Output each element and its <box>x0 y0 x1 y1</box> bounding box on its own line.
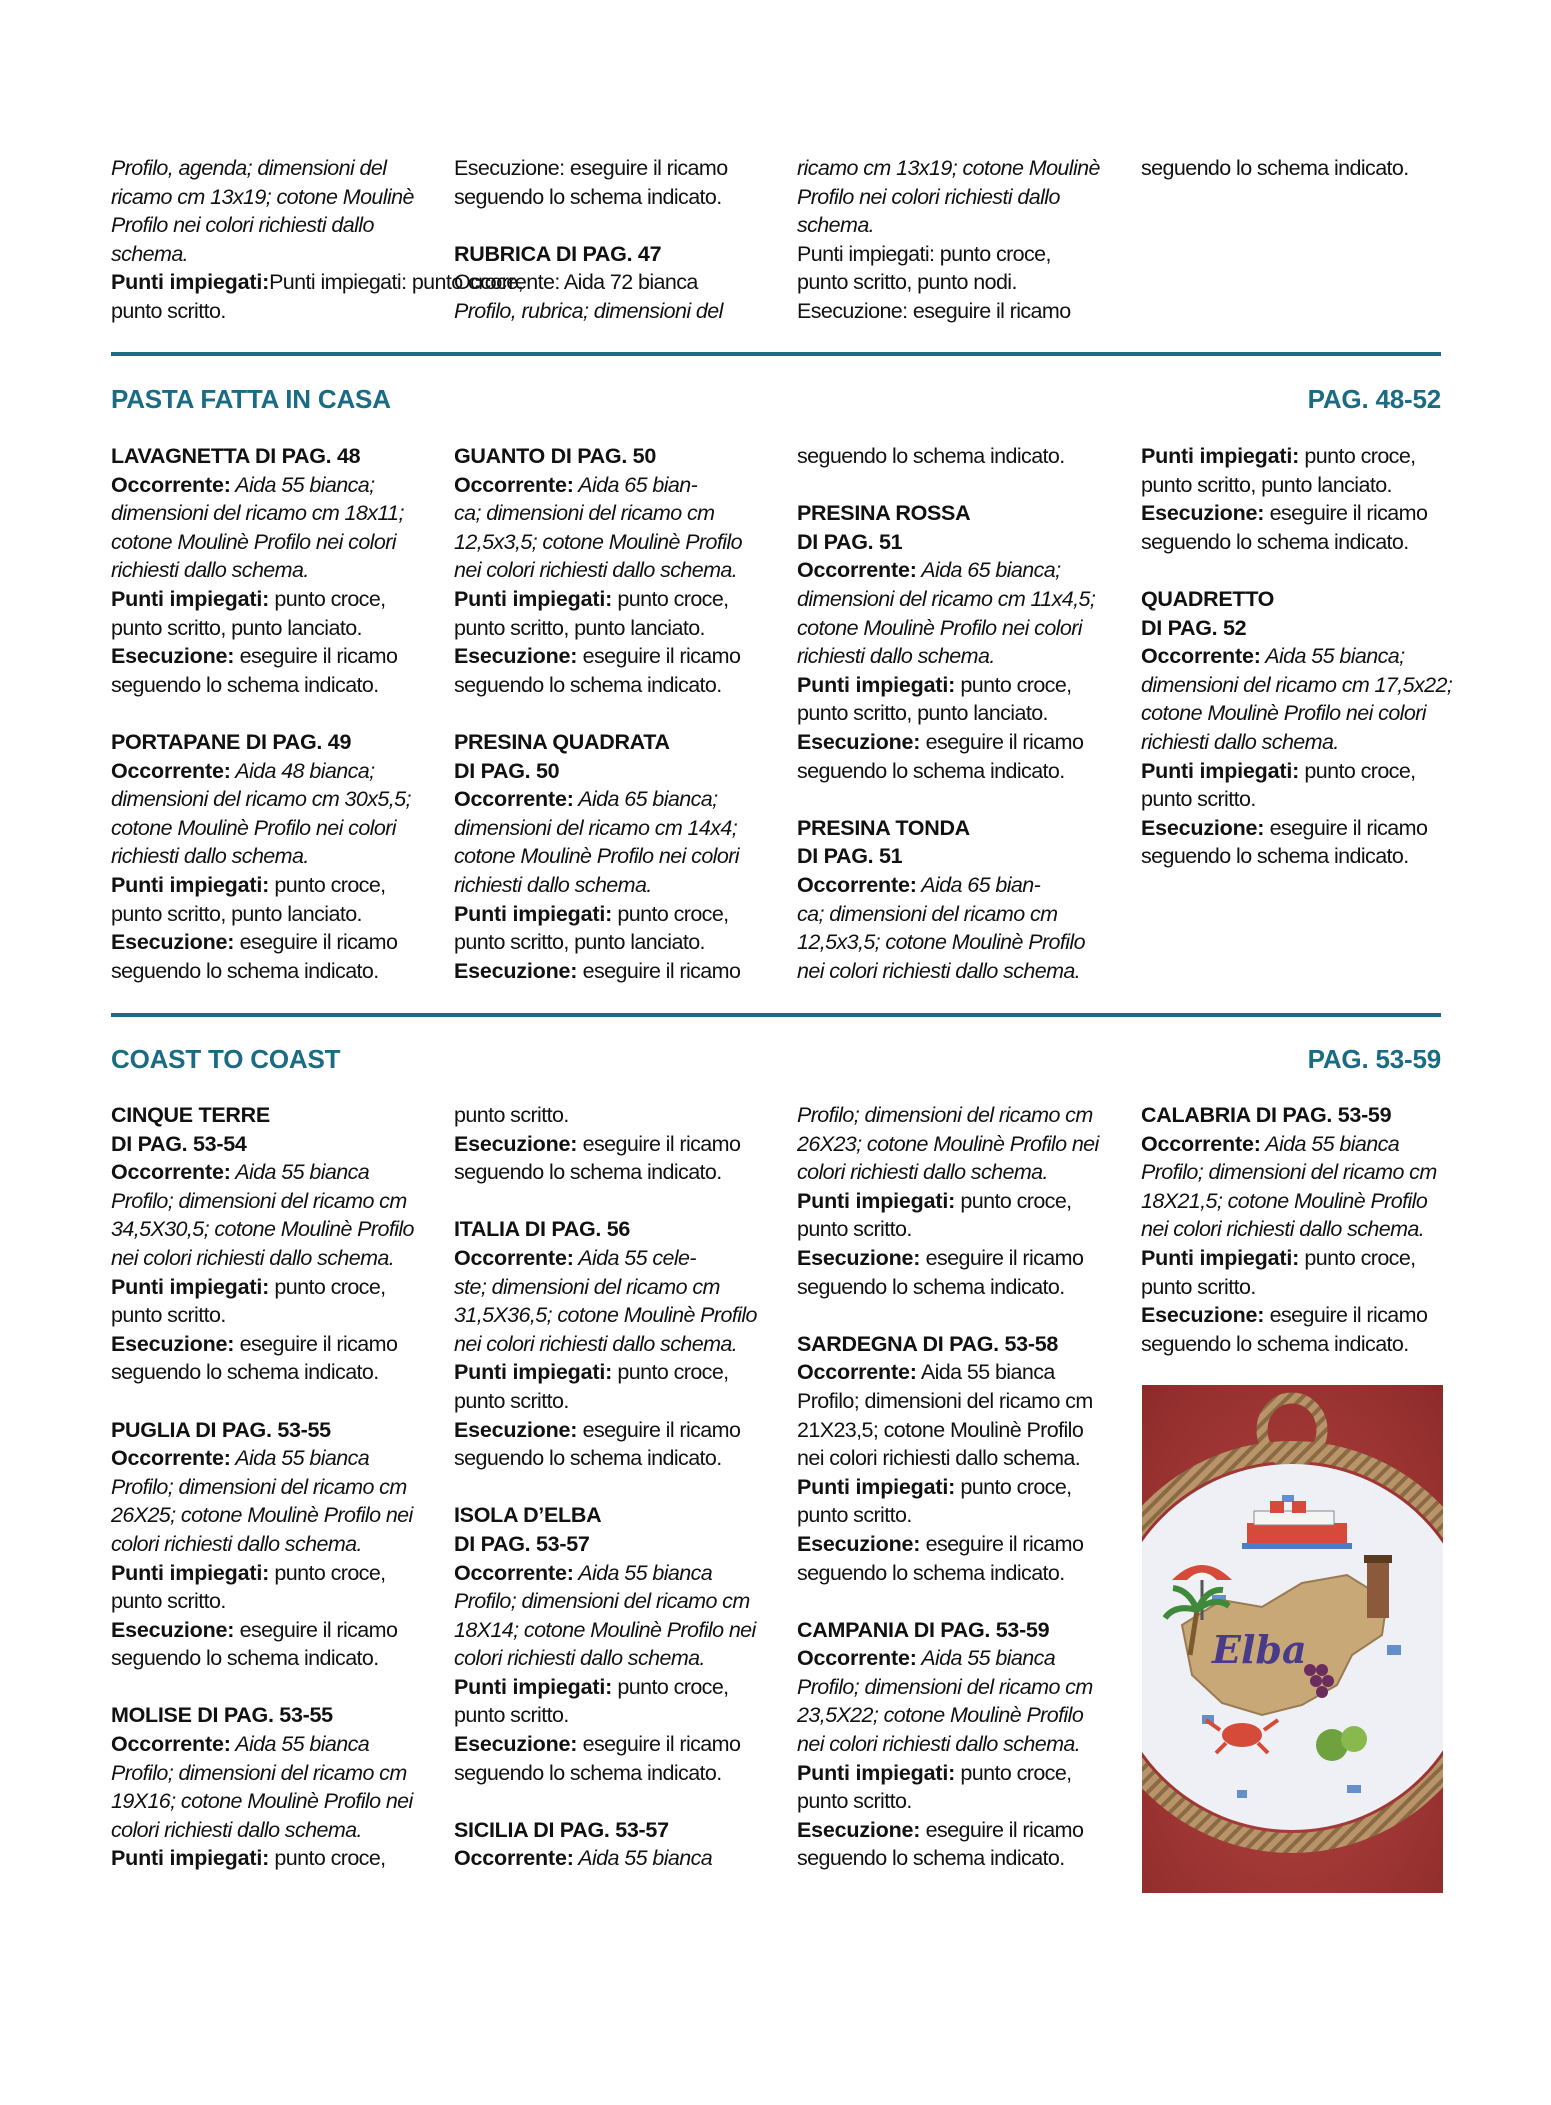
text-line: punto scritto, punto lanciato. <box>454 615 705 640</box>
text-fragment: eseguire il ricamo <box>234 1331 398 1356</box>
text-line: colori richiesti dallo schema. <box>111 1817 362 1842</box>
text-line: Profilo nei colori richiesti dallo <box>797 184 1060 209</box>
text-fragment: Aida 55 bianca <box>230 1446 370 1471</box>
text-line: seguendo lo schema indicato. <box>454 1160 722 1185</box>
text-fragment: eseguire il ricamo <box>234 1617 398 1642</box>
text-fragment: eseguire il ricamo <box>1264 815 1428 840</box>
text-fragment: punto croce, <box>612 1674 729 1699</box>
text-line: punto scritto. <box>111 298 226 323</box>
text-line <box>111 757 416 786</box>
text-line: Profilo; dimensioni del ricamo cm <box>797 1103 1093 1127</box>
text-line: 12,5x3,5; cotone Moulinè Profilo <box>454 529 742 554</box>
text-line <box>797 1473 1102 1502</box>
occorrente-label: Occorrente: <box>111 472 231 497</box>
text-line: Profilo; dimensioni del ricamo cm <box>797 1674 1093 1699</box>
text-line: punto scritto, punto lanciato. <box>797 701 1048 726</box>
text-line: dimensioni del ricamo cm 30x5,5; <box>111 787 411 812</box>
text-line <box>797 1759 1102 1788</box>
text-line: punto scritto. <box>454 1388 569 1413</box>
text-line: 18X14; cotone Moulinè Profilo nei <box>454 1617 756 1642</box>
text-line: Punti impiegati: punto croce, <box>797 241 1051 266</box>
text-fragment: Aida 55 bianca <box>1260 1131 1400 1156</box>
punti-label: Punti impiegati: <box>111 586 270 611</box>
entry-title: DI PAG. 53-57 <box>454 1531 590 1556</box>
occorrente-label: Occorrente: <box>111 1732 231 1757</box>
text-fragment: eseguire il ricamo <box>920 729 1084 754</box>
text-line: seguendo lo schema indicato. <box>1141 1331 1409 1356</box>
text-line: nei colori richiesti dallo schema. <box>797 958 1081 983</box>
text-line: Profilo nei colori richiesti dallo <box>111 213 374 238</box>
text-line <box>797 728 1102 757</box>
occorrente-label: Occorrente: <box>797 1646 917 1671</box>
punti-label: Punti impiegati: <box>1141 444 1300 468</box>
text-line: nei colori richiesti dallo schema. <box>111 1245 395 1270</box>
text-line: dimensioni del ricamo cm 18x11; <box>111 501 404 526</box>
text-line: schema. <box>797 213 875 238</box>
text-line: cotone Moulinè Profilo nei colori <box>111 529 396 554</box>
text-line: seguendo lo schema indicato. <box>454 1760 722 1785</box>
text-fragment: punto croce, <box>955 1188 1072 1213</box>
text-fragment: Aida 55 bianca <box>573 1846 713 1871</box>
text-fragment: eseguire il ricamo <box>577 644 741 669</box>
text-line: Profilo; dimensioni del ricamo cm <box>454 1589 750 1614</box>
occorrente-label: Occorrente: <box>1141 1131 1261 1156</box>
esecuzione-label: Esecuzione: <box>454 1417 578 1442</box>
text-line: cotone Moulinè Profilo nei colori <box>111 815 396 840</box>
text-fragment: eseguire il ricamo <box>577 1131 741 1156</box>
text-line <box>1141 814 1446 843</box>
text-fragment: eseguire il ricamo <box>920 1817 1084 1842</box>
text-line <box>454 471 759 500</box>
punti-label: Punti impiegati: <box>797 1474 956 1499</box>
text-fragment: eseguire il ricamo <box>234 930 398 955</box>
text-line: punto scritto. <box>1141 1274 1256 1299</box>
text-line: richiesti dallo schema. <box>111 844 309 869</box>
text-line: seguendo lo schema indicato. <box>1141 844 1409 869</box>
photo-caption: Elba <box>1212 1627 1307 1672</box>
text-fragment: punto croce, <box>955 1474 1072 1499</box>
text-line <box>454 785 759 814</box>
section-divider <box>111 352 1441 356</box>
text-line <box>797 671 1102 700</box>
text-fragment: Punti impiegati: punto croce, <box>269 270 523 295</box>
section2-column-4 <box>1141 1101 1446 1358</box>
text-line: seguendo lo schema indicato. <box>454 1446 722 1471</box>
text-line <box>111 1158 416 1187</box>
entry-title: QUADRETTO <box>1141 586 1275 611</box>
entry-title: PRESINA TONDA <box>797 815 970 840</box>
occorrente-label: Occorrente: <box>797 558 917 583</box>
text-line <box>111 1330 416 1359</box>
occorrente-label: Occorrente: <box>1141 644 1261 669</box>
section1-column-1 <box>111 442 416 985</box>
text-line <box>1141 1301 1446 1330</box>
elba-embroidery-image <box>1142 1385 1443 1893</box>
text-line: Profilo; dimensioni del ricamo cm <box>111 1474 407 1499</box>
text-line <box>111 871 416 900</box>
occorrente-label: Occorrente: <box>797 1360 917 1385</box>
text-line <box>454 1358 759 1387</box>
text-fragment: Aida 55 bianca <box>573 1560 713 1585</box>
text-fragment: Aida 55 bianca; <box>1260 644 1405 669</box>
occorrente-label: Occorrente: <box>454 787 574 812</box>
text-line: 26X25; cotone Moulinè Profilo nei <box>111 1503 413 1528</box>
text-line <box>454 1416 759 1445</box>
text-fragment: Aida 65 bianca; <box>573 787 718 812</box>
text-line: nei colori richiesti dallo schema. <box>797 1732 1081 1757</box>
text-line: 34,5X30,5; cotone Moulinè Profilo <box>111 1217 414 1242</box>
entry-title: LAVAGNETTA DI PAG. 48 <box>111 444 361 468</box>
esecuzione-label: Esecuzione: <box>454 1131 578 1156</box>
punti-label: Punti impiegati: <box>797 672 956 697</box>
occorrente-label: Occorrente: <box>111 1446 231 1471</box>
top-column-1 <box>111 154 523 326</box>
text-line: punto scritto. <box>1141 787 1256 812</box>
text-line: ricamo cm 13x19; cotone Moulinè <box>797 156 1100 180</box>
text-line <box>797 556 1102 585</box>
punti-label: Punti impiegati: <box>111 1560 270 1585</box>
text-line: seguendo lo schema indicato. <box>111 1360 379 1385</box>
text-line: punto scritto. <box>797 1789 912 1814</box>
text-fragment: punto croce, <box>269 586 386 611</box>
esecuzione-label: Esecuzione: <box>797 729 921 754</box>
entry-title: CALABRIA DI PAG. 53-59 <box>1141 1103 1392 1127</box>
esecuzione-label: Esecuzione: <box>454 644 578 669</box>
text-line: punto scritto. <box>797 1503 912 1528</box>
text-line: seguendo lo schema indicato. <box>797 1274 1065 1299</box>
section-title: PASTA FATTA IN CASA <box>111 384 391 414</box>
text-line: cotone Moulinè Profilo nei colori <box>797 615 1082 640</box>
text-fragment: punto croce, <box>269 1274 386 1299</box>
text-line: Profilo; dimensioni del ricamo cm <box>797 1388 1093 1413</box>
text-line: dimensioni del ricamo cm 11x4,5; <box>797 586 1096 611</box>
text-fragment: punto croce, <box>1299 758 1416 783</box>
section-divider <box>111 1013 1441 1017</box>
entry-title: PRESINA ROSSA <box>797 501 971 526</box>
text-fragment: eseguire il ricamo <box>577 1732 741 1757</box>
top-column-2 <box>454 154 759 326</box>
punti-label: Punti impiegati: <box>797 1188 956 1213</box>
section2-column-2 <box>454 1101 759 1873</box>
text-line: Profilo; dimensioni del ricamo cm <box>111 1760 407 1785</box>
text-line <box>454 1130 759 1159</box>
occorrente-label: Occorrente: <box>454 1560 574 1585</box>
text-fragment: Aida 65 bian- <box>573 472 698 497</box>
text-line: seguendo lo schema indicato. <box>111 958 379 983</box>
text-line: ste; dimensioni del ricamo cm <box>454 1274 720 1299</box>
esecuzione-label: Esecuzione: <box>1141 501 1265 526</box>
punti-label: Punti impiegati: <box>111 1846 270 1871</box>
entry-title: DI PAG. 51 <box>797 529 903 554</box>
text-line: nei colori richiesti dallo schema. <box>454 1331 738 1356</box>
occorrente-label: Occorrente: <box>454 1846 574 1871</box>
section1-column-4 <box>1141 442 1453 871</box>
text-fragment: Aida 48 bianca; <box>230 758 375 783</box>
text-line: nei colori richiesti dallo schema. <box>797 1446 1081 1471</box>
punti-label: Punti impiegati: <box>1141 758 1300 783</box>
text-fragment: eseguire il ricamo <box>577 958 741 983</box>
text-line <box>1141 642 1446 671</box>
text-line <box>111 642 416 671</box>
section1-column-2 <box>454 442 759 985</box>
text-line: seguendo lo schema indicato. <box>454 184 722 209</box>
punti-label: Punti impiegati: <box>111 270 270 295</box>
entry-title: GUANTO DI PAG. 50 <box>454 444 656 468</box>
entry-title: MOLISE DI PAG. 53-55 <box>111 1703 333 1728</box>
text-line: seguendo lo schema indicato. <box>1141 156 1409 180</box>
text-line: punto scritto, punto lanciato. <box>454 930 705 955</box>
entry-title: CINQUE TERRE <box>111 1103 270 1127</box>
text-fragment: eseguire il ricamo <box>1264 1303 1428 1328</box>
text-fragment: punto croce, <box>612 1360 729 1385</box>
top-column-3 <box>797 154 1102 326</box>
text-line <box>111 1730 416 1759</box>
text-line: 26X23; cotone Moulinè Profilo nei <box>797 1131 1099 1156</box>
punti-label: Punti impiegati: <box>454 1674 613 1699</box>
text-line: colori richiesti dallo schema. <box>797 1160 1048 1185</box>
text-line <box>797 1358 1102 1387</box>
text-line: ca; dimensioni del ricamo cm <box>454 501 715 526</box>
text-line <box>111 1616 416 1645</box>
text-line <box>111 1444 416 1473</box>
text-line: ca; dimensioni del ricamo cm <box>797 901 1058 926</box>
text-line <box>1141 442 1446 471</box>
text-fragment: Aida 55 bianca; <box>230 472 375 497</box>
text-line: punto scritto, punto lanciato. <box>111 615 362 640</box>
text-fragment: Aida 55 bianca <box>916 1360 1055 1385</box>
text-line: Profilo, agenda; dimensioni del <box>111 156 387 180</box>
elba-embroidery-photo <box>1142 1385 1443 1893</box>
text-line: dimensioni del ricamo cm 14x4; <box>454 815 738 840</box>
text-line: 21X23,5; cotone Moulinè Profilo <box>797 1417 1084 1442</box>
esecuzione-label: Esecuzione: <box>111 1617 235 1642</box>
text-fragment: eseguire il ricamo <box>920 1531 1084 1556</box>
entry-title: PRESINA QUADRATA <box>454 729 670 754</box>
text-line: punto scritto. <box>454 1703 569 1728</box>
entry-title: SARDEGNA DI PAG. 53-58 <box>797 1331 1059 1356</box>
text-line <box>111 471 416 500</box>
text-line <box>454 585 759 614</box>
text-line: punto scritto. <box>797 1217 912 1242</box>
text-line: richiesti dallo schema. <box>454 872 652 897</box>
text-line: Esecuzione: eseguire il ricamo <box>454 156 728 180</box>
text-fragment: punto croce, <box>269 1560 386 1585</box>
text-line <box>797 871 1102 900</box>
top-column-4 <box>1141 154 1446 183</box>
text-fragment: eseguire il ricamo <box>577 1417 741 1442</box>
text-fragment: Aida 65 bianca; <box>916 558 1061 583</box>
text-line: 19X16; cotone Moulinè Profilo nei <box>111 1789 413 1814</box>
text-line <box>797 1244 1102 1273</box>
section1-column-3 <box>797 442 1102 985</box>
entry-title: CAMPANIA DI PAG. 53-59 <box>797 1617 1050 1642</box>
esecuzione-label: Esecuzione: <box>797 1817 921 1842</box>
esecuzione-label: Esecuzione: <box>111 644 235 669</box>
text-fragment: Aida 65 bian- <box>916 872 1041 897</box>
section2-column-1 <box>111 1101 416 1873</box>
esecuzione-label: Esecuzione: <box>1141 815 1265 840</box>
text-line: seguendo lo schema indicato. <box>111 1646 379 1671</box>
entry-title: SICILIA DI PAG. 53-57 <box>454 1817 669 1842</box>
text-fragment: Aida 55 bianca <box>230 1160 370 1185</box>
esecuzione-label: Esecuzione: <box>1141 1303 1265 1328</box>
text-line <box>797 1644 1102 1673</box>
text-line: cotone Moulinè Profilo nei colori <box>1141 701 1426 726</box>
occorrente-label: Occorrente: <box>797 872 917 897</box>
punti-label: Punti impiegati: <box>454 1360 613 1385</box>
text-line: seguendo lo schema indicato. <box>454 672 722 697</box>
occorrente-label: Occorrente: <box>111 758 231 783</box>
text-line: colori richiesti dallo schema. <box>454 1646 705 1671</box>
esecuzione-label: Esecuzione: <box>454 958 578 983</box>
text-line <box>454 1730 759 1759</box>
punti-label: Punti impiegati: <box>797 1760 956 1785</box>
text-line <box>454 1244 759 1273</box>
text-line: nei colori richiesti dallo schema. <box>1141 1217 1425 1242</box>
text-fragment: punto croce, <box>1299 444 1416 468</box>
section2-column-3 <box>797 1101 1102 1873</box>
text-line: Profilo; dimensioni del ricamo cm <box>111 1188 407 1213</box>
punti-label: Punti impiegati: <box>111 872 270 897</box>
text-fragment: punto croce, <box>955 672 1072 697</box>
text-line: 18X21,5; cotone Moulinè Profilo <box>1141 1188 1428 1213</box>
esecuzione-label: Esecuzione: <box>111 1331 235 1356</box>
entry-title: DI PAG. 53-54 <box>111 1131 247 1156</box>
text-line: richiesti dallo schema. <box>1141 729 1339 754</box>
punti-label: Punti impiegati: <box>454 586 613 611</box>
text-fragment: eseguire il ricamo <box>1264 501 1428 526</box>
text-line: ricamo cm 13x19; cotone Moulinè <box>111 184 414 209</box>
text-line: punto scritto. <box>454 1103 569 1127</box>
text-fragment: Aida 55 cele- <box>573 1245 696 1270</box>
text-line: richiesti dallo schema. <box>111 558 309 583</box>
text-line <box>454 1673 759 1702</box>
entry-title: RUBRICA DI PAG. 47 <box>454 241 662 266</box>
punti-label: Punti impiegati: <box>1141 1245 1300 1270</box>
text-line: seguendo lo schema indicato. <box>797 1560 1065 1585</box>
text-fragment: Aida 55 bianca <box>916 1646 1056 1671</box>
text-fragment: Aida 55 bianca <box>230 1732 370 1757</box>
text-fragment: punto croce, <box>955 1760 1072 1785</box>
occorrente-label: Occorrente: <box>454 472 574 497</box>
entry-title: PORTAPANE DI PAG. 49 <box>111 729 352 754</box>
text-line: punto scritto, punto lanciato. <box>1141 472 1392 497</box>
occorrente-label: Occorrente: <box>111 1160 231 1185</box>
text-line: punto scritto, punto lanciato. <box>111 901 362 926</box>
punti-label: Punti impiegati: <box>454 901 613 926</box>
entry-title: DI PAG. 51 <box>797 844 903 869</box>
entry-title: DI PAG. 52 <box>1141 615 1247 640</box>
text-line <box>1141 499 1446 528</box>
entry-title: PUGLIA DI PAG. 53-55 <box>111 1417 331 1442</box>
text-line: dimensioni del ricamo cm 17,5x22; <box>1141 672 1453 697</box>
text-line <box>797 1530 1102 1559</box>
text-fragment: punto croce, <box>269 1846 386 1871</box>
text-line: Profilo; dimensioni del ricamo cm <box>1141 1160 1437 1185</box>
section-pages: PAG. 53-59 <box>1307 1044 1441 1074</box>
text-line: seguendo lo schema indicato. <box>797 444 1065 468</box>
text-line: punto scritto, punto nodi. <box>797 270 1017 295</box>
text-line <box>454 1559 759 1588</box>
text-line: punto scritto. <box>111 1589 226 1614</box>
text-line: schema. <box>111 241 189 266</box>
text-fragment: punto croce, <box>1299 1245 1416 1270</box>
text-line: seguendo lo schema indicato. <box>111 672 379 697</box>
text-line: colori richiesti dallo schema. <box>111 1531 362 1556</box>
text-line <box>111 585 416 614</box>
esecuzione-label: Esecuzione: <box>454 1732 578 1757</box>
punti-label: Punti impiegati: <box>111 1274 270 1299</box>
text-line <box>797 1187 1102 1216</box>
text-line: Profilo, rubrica; dimensioni del <box>454 298 723 323</box>
text-line: Esecuzione: eseguire il ricamo <box>797 298 1071 323</box>
occorrente-label: Occorrente: <box>454 1245 574 1270</box>
text-line: 31,5X36,5; cotone Moulinè Profilo <box>454 1303 757 1328</box>
esecuzione-label: Esecuzione: <box>797 1531 921 1556</box>
text-fragment: punto croce, <box>269 872 386 897</box>
text-line: 23,5X22; cotone Moulinè Profilo <box>797 1703 1084 1728</box>
esecuzione-label: Esecuzione: <box>797 1245 921 1270</box>
text-fragment: eseguire il ricamo <box>234 644 398 669</box>
text-line: Occorrente: Aida 72 bianca <box>454 270 698 295</box>
text-line: seguendo lo schema indicato. <box>797 1846 1065 1871</box>
entry-title: ITALIA DI PAG. 56 <box>454 1217 631 1242</box>
text-line <box>1141 1130 1446 1159</box>
text-line <box>454 957 759 986</box>
text-line: seguendo lo schema indicato. <box>797 758 1065 783</box>
text-line: nei colori richiesti dallo schema. <box>454 558 738 583</box>
text-line: cotone Moulinè Profilo nei colori <box>454 844 739 869</box>
section-title: COAST TO COAST <box>111 1044 341 1074</box>
text-line: richiesti dallo schema. <box>797 644 995 669</box>
text-line <box>454 642 759 671</box>
text-line <box>111 1559 416 1588</box>
text-fragment: punto croce, <box>612 586 729 611</box>
text-line: 12,5x3,5; cotone Moulinè Profilo <box>797 930 1085 955</box>
text-line <box>111 928 416 957</box>
text-line <box>454 1844 759 1873</box>
text-line: seguendo lo schema indicato. <box>1141 529 1409 554</box>
text-line <box>1141 757 1446 786</box>
esecuzione-label: Esecuzione: <box>111 930 235 955</box>
text-fragment: punto croce, <box>612 901 729 926</box>
text-line <box>454 900 759 929</box>
text-line <box>111 1273 416 1302</box>
text-line <box>111 1844 416 1873</box>
text-line <box>797 1816 1102 1845</box>
text-line: punto scritto. <box>111 1303 226 1328</box>
text-line <box>1141 1244 1446 1273</box>
section-pages: PAG. 48-52 <box>1307 384 1441 414</box>
entry-title: DI PAG. 50 <box>454 758 560 783</box>
entry-title: ISOLA D’ELBA <box>454 1503 602 1528</box>
text-line <box>111 268 523 297</box>
text-fragment: eseguire il ricamo <box>920 1245 1084 1270</box>
